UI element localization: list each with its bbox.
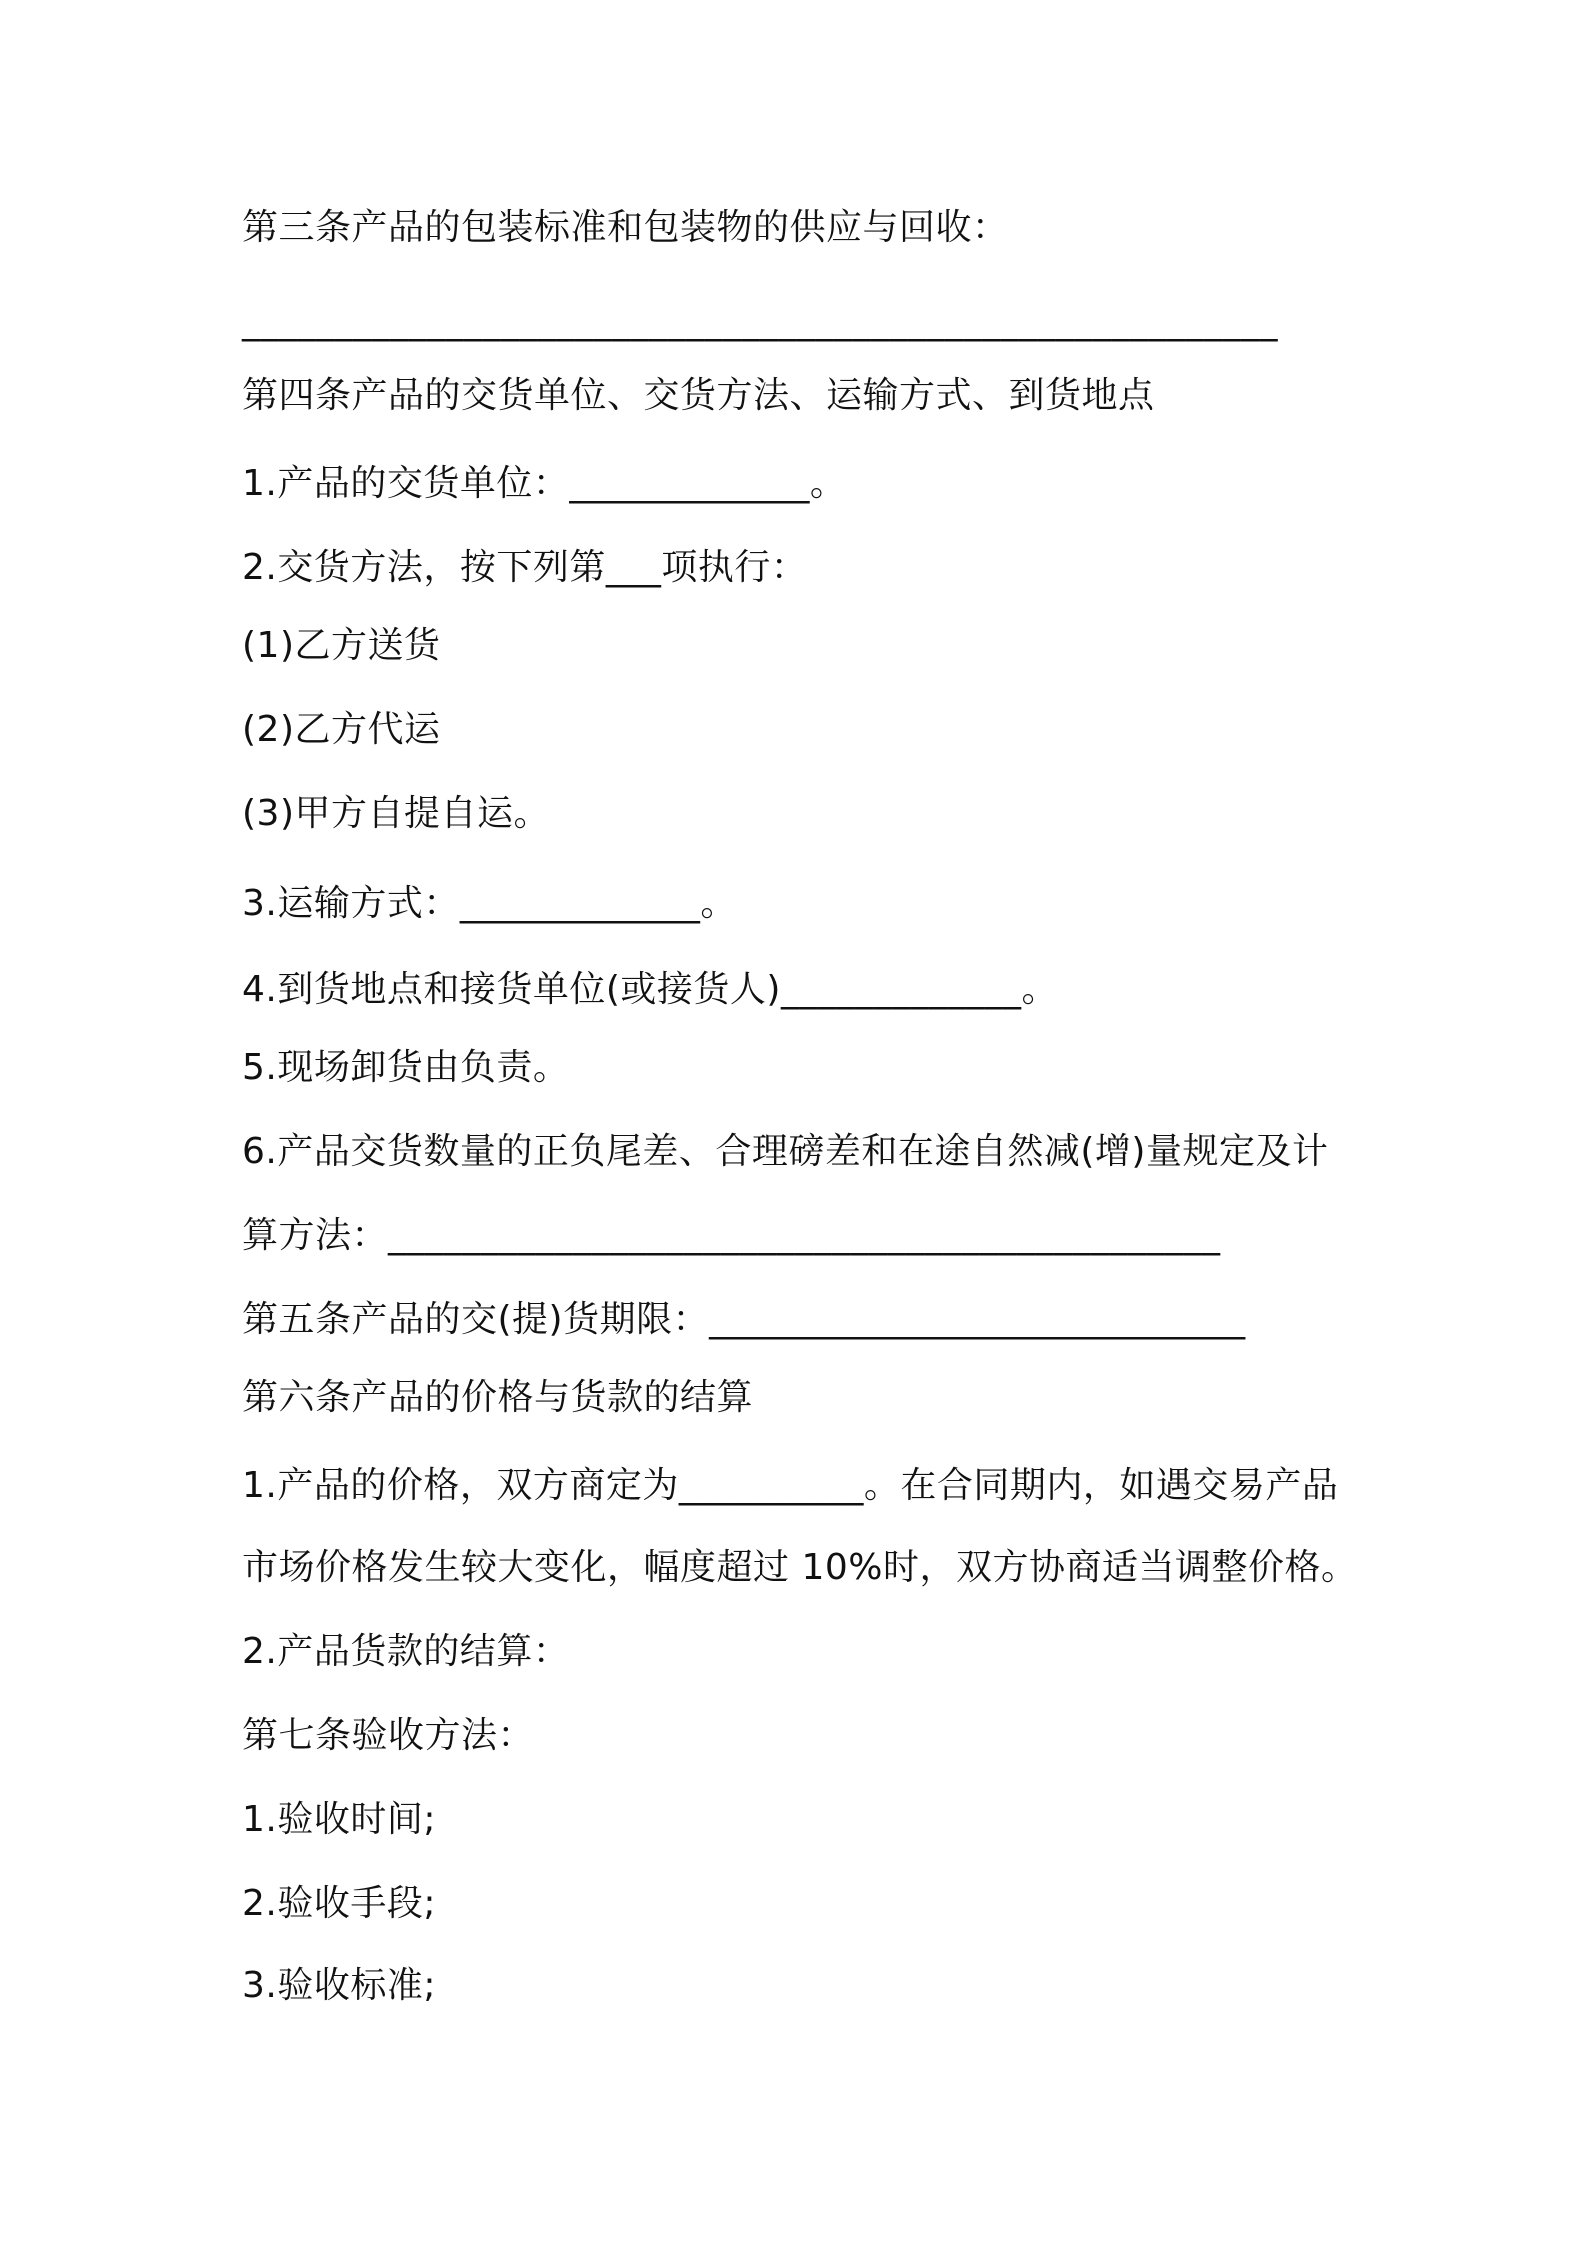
price-clause: 1.产品的价格，双方商定为__________。在合同期内，如遇交易产品 (242, 1465, 1339, 1506)
article-4-heading: 第四条产品的交货单位、交货方法、运输方式、到货地点 (242, 375, 1155, 416)
quantity-tolerance-clause: 6.产品交货数量的正负尾差、合理磅差和在途自然减(增)量规定及计 (242, 1131, 1329, 1172)
article-5-heading: 第五条产品的交(提)货期限：_____________________________ (242, 1299, 1246, 1340)
payment-settlement-clause: 2.产品货款的结算： (242, 1631, 570, 1672)
delivery-option-1: (1)乙方送货 (242, 625, 441, 666)
delivery-option-3: (3)甲方自提自运。 (242, 793, 550, 834)
article-3-heading: 第三条产品的包装标准和包装物的供应与回收： (242, 207, 1009, 248)
inspection-means-item: 2.验收手段; (242, 1883, 436, 1924)
article-3-blank-line: ________________________________________________________ (242, 301, 1278, 342)
destination-clause: 4.到货地点和接货单位(或接货人)_____________。 (242, 969, 1058, 1010)
inspection-time-item: 1.验收时间; (242, 1799, 436, 1840)
price-adjustment-clause: 市场价格发生较大变化，幅度超过 10%时，双方协商适当调整价格。 (242, 1547, 1358, 1588)
article-6-heading: 第六条产品的价格与货款的结算 (242, 1377, 754, 1418)
delivery-option-2: (2)乙方代运 (242, 709, 441, 750)
delivery-unit-clause: 1.产品的交货单位：_____________。 (242, 463, 847, 504)
inspection-standard-item: 3.验收标准; (242, 1965, 436, 2006)
transport-method-clause: 3.运输方式：_____________。 (242, 883, 737, 924)
article-7-heading: 第七条验收方法： (242, 1715, 535, 1756)
unloading-clause: 5.现场卸货由负责。 (242, 1047, 570, 1088)
calculation-method-line: 算方法：_____________________________________________ (242, 1215, 1221, 1256)
delivery-method-clause: 2.交货方法，按下列第___项执行： (242, 547, 808, 588)
